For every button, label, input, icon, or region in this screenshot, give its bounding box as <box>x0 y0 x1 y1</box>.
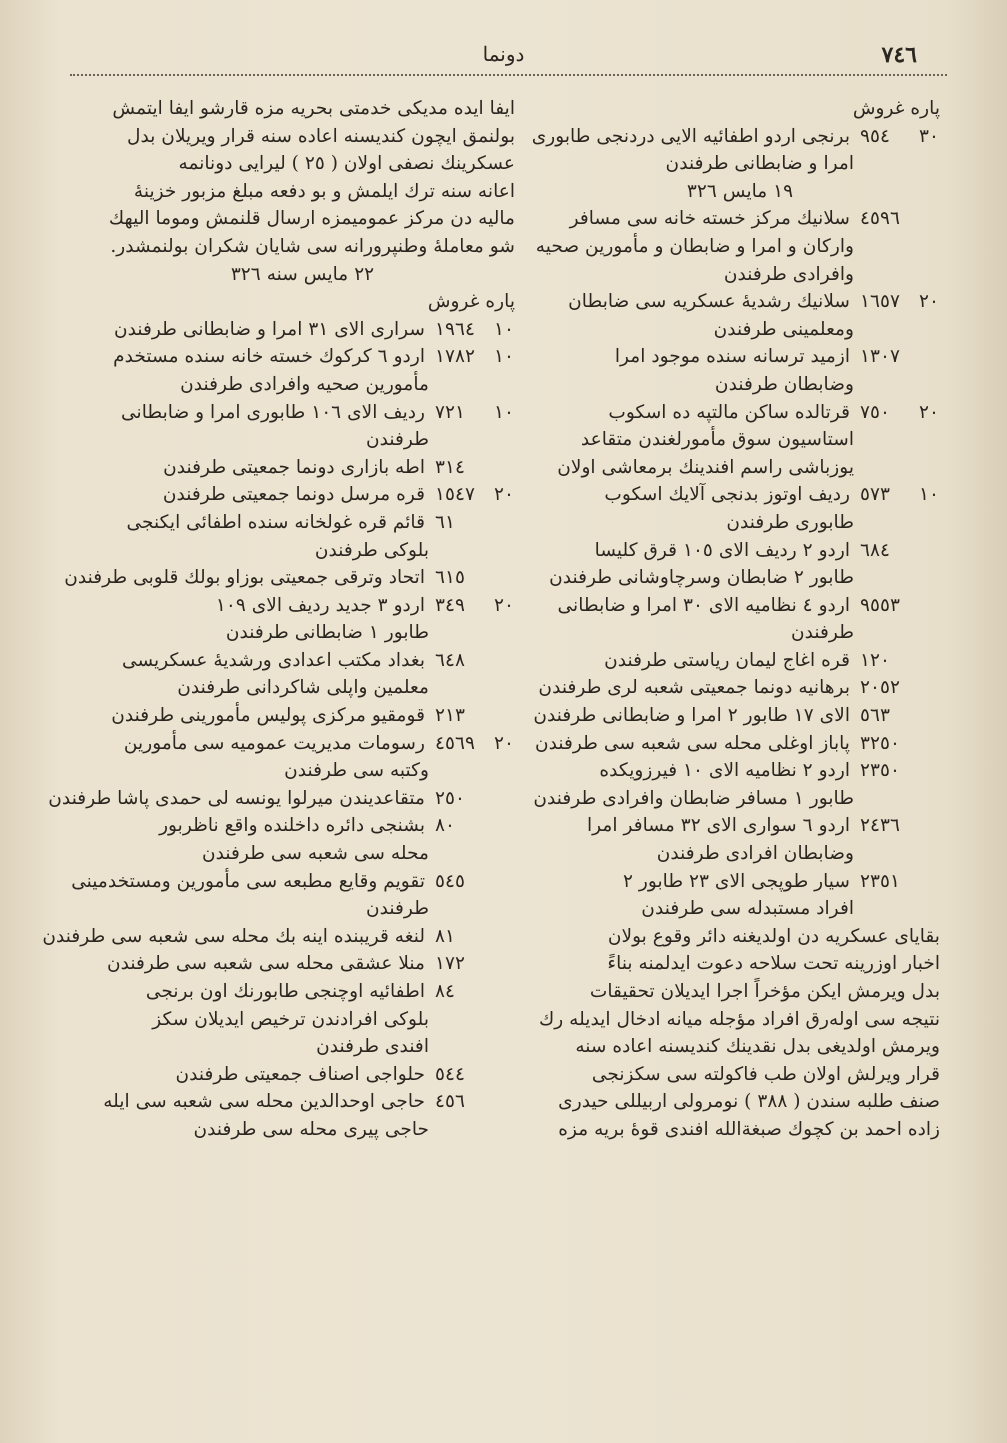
para-amount <box>493 923 515 951</box>
paragraph-line: عسکرینك نصفی اولان ( ٢٥ ) لیرایی دونانمه <box>178 153 515 175</box>
donor-text-continued: وکتبه سی طرفندن <box>284 760 429 782</box>
donor-text-continued: افراد مستبدله سی طرفندن <box>641 898 854 920</box>
kurush-amount: ٩٥٥٣ <box>860 594 900 616</box>
donor-text: سیار طوپجی الای ٢٣ طابور ٢ <box>622 870 850 892</box>
kurush-amount: ١٣٠٧ <box>860 346 900 368</box>
donor-text: قومقیو مرکزی پولیس مأمورینی طرفندن <box>111 705 425 727</box>
donor-text: ازمید ترسانه سنده موجود امرا <box>614 346 850 368</box>
donor-text-continued: محله سی شعبه سی طرفندن <box>202 843 429 865</box>
donor-text-continued: بلوکی طرفندن <box>314 539 429 561</box>
donor-text: قره مرسل دونما جمعیتی طرفندن <box>162 484 425 506</box>
donor-text: ردیف اوتوز بدنجی آلایك اسکوب <box>604 484 850 506</box>
donor-text-continued: یوزباشی راسم افندینك برمعاشی اولان <box>557 456 854 478</box>
currency-heading: پاره غروش <box>427 291 515 313</box>
paragraph-line: اخبار اوزرینه تحت سلاحه دعوت ایدلمنه بناءً <box>607 953 940 975</box>
paragraph-line: قرار ویرلش اولان طب فاکولته سی سکزنجی <box>591 1063 940 1085</box>
donation-entry <box>540 592 940 620</box>
right-column <box>531 95 940 1144</box>
donor-text-continued: وارکان و امرا و ضابطان و مأمورین صحیه <box>535 235 854 257</box>
para-amount <box>918 812 940 840</box>
para-amount <box>918 730 940 758</box>
running-title: دونما <box>482 42 525 66</box>
donor-text: سراری الای ٣١ امرا و ضابطانی طرفندن <box>113 318 425 340</box>
kurush-amount: ٩٥٤ <box>860 125 890 147</box>
page-header <box>70 40 937 70</box>
donor-text: بغداد مکتب اعدادی ورشدیهٔ عسکریسی <box>121 649 425 671</box>
para-amount <box>918 757 940 785</box>
donor-text-continued: امرا و ضابطانی طرفندن <box>665 153 854 175</box>
kurush-amount: ٢٣٥٠ <box>860 760 900 782</box>
para-amount <box>918 674 940 702</box>
currency-heading: پاره غروش <box>852 98 940 119</box>
kurush-amount: ٥٦٣ <box>860 705 890 727</box>
para-amount <box>493 950 515 978</box>
donor-text: حاجی اوحدالدین محله سی شعبه سی ایله <box>103 1091 425 1113</box>
paragraph-line: بدل ویرمش ایکن مؤخراً اجرا ایدیلان تحقیقات <box>589 981 940 1002</box>
kurush-amount: ٦٨٤ <box>860 539 890 561</box>
para-amount <box>493 647 515 675</box>
kurush-amount: ١٧٢ <box>435 953 465 975</box>
kurush-amount: ٣٢٥٠ <box>860 732 900 754</box>
donor-text-continued: طابوری طرفندن <box>726 511 854 533</box>
donation-entry <box>90 481 515 509</box>
donation-entry <box>90 647 515 675</box>
donor-text-continued: افندی طرفندن <box>316 1036 429 1058</box>
donor-text: رسومات مدیریت عمومیه سی مأمورین <box>123 732 425 754</box>
donor-text: اطه بازاری دونما جمعیتی طرفندن <box>163 456 425 478</box>
para-amount: ١٠ <box>919 484 939 506</box>
para-amount <box>918 647 940 675</box>
para-amount: ٢٠ <box>494 484 514 506</box>
para-amount <box>918 343 940 371</box>
donor-text: اتحاد وترقی جمعیتی بوزاو بولك قلوبی طرفندن <box>64 567 425 589</box>
donor-text: اردو ٣ جدید ردیف الای ١٠٩ <box>215 594 425 616</box>
paragraph-line: اعانه سنه ترك ایلمش و بو دفعه مبلغ مزبور خزینهٔ <box>133 180 515 202</box>
para-amount <box>918 592 940 620</box>
donation-entry <box>540 812 940 840</box>
donation-entry <box>90 592 515 620</box>
donor-text-continued: طابور ١ مسافر ضابطان وافرادی طرفندن <box>533 787 854 809</box>
donor-text: پاباز اوغلی محله سی شعبه سی طرفندن <box>535 732 850 754</box>
donor-text: منلا عشقی محله سی شعبه سی طرفندن <box>106 953 425 975</box>
para-amount <box>493 564 515 592</box>
donor-text: سلانیك رشدیهٔ عسکریه سی ضابطان <box>568 291 850 313</box>
donation-entry <box>90 978 515 1006</box>
kurush-amount: ٤٥٩٦ <box>860 208 900 230</box>
kurush-amount: ٢٥٠ <box>435 787 465 809</box>
donation-entry <box>540 868 940 896</box>
donor-text-continued: بلوکی افرادندن ترخیص ایدیلان سکز <box>152 1008 429 1030</box>
header-rule <box>70 74 947 80</box>
donor-text: لنغه قریبنده اینه بك محله سی شعبه سی طرفندن <box>42 925 425 947</box>
kurush-amount: ٦١٥ <box>435 567 465 589</box>
donor-text-continued: طرفندن <box>366 898 429 920</box>
kurush-amount: ٢٣٥١ <box>860 870 900 892</box>
kurush-amount: ٨٤ <box>435 981 455 1002</box>
donation-entry <box>540 288 940 316</box>
donation-entry <box>71 868 515 896</box>
paragraph-line: صنف طلبه سندن ( ٣٨٨ ) نومرولی اربیللی حیدری <box>558 1091 940 1113</box>
date-line: ١٩ مایس ٣٢٦ <box>686 180 794 202</box>
para-amount: ١٠ <box>494 401 514 423</box>
donor-text: قره اغاج لیمان ریاستی طرفندن <box>604 649 850 671</box>
donor-text: متقاعدیندن میرلوا یونسه لی حمدی پاشا طرفندن <box>48 787 425 809</box>
para-amount <box>918 205 940 233</box>
kurush-amount: ٤٥٦ <box>435 1091 465 1113</box>
para-amount: ٢٠ <box>494 732 514 754</box>
donor-text-continued: طابور ٢ ضابطان وسرچاوشانی طرفندن <box>549 567 854 589</box>
donation-entry <box>540 343 940 371</box>
kurush-amount: ٢٤٣٦ <box>860 815 900 837</box>
donation-entry <box>90 343 515 371</box>
date-line: ٢٢ مایس سنه ٣٢٦ <box>230 263 375 285</box>
paragraph-line: زاده احمد بن کچوك صبغةالله افندی قوهٔ بریه مزه <box>558 1118 940 1140</box>
kurush-amount: ١٢٠ <box>860 649 890 671</box>
donor-text-continued: مأمورین صحیه وافرادی طرفندن <box>180 373 429 395</box>
kurush-amount: ١٥٤٧ <box>435 484 475 506</box>
donor-text-continued: حاجی پیری محله سی طرفندن <box>193 1118 429 1140</box>
kurush-amount: ٦٤٨ <box>435 649 465 671</box>
donor-text-continued: استاسیون سوق مأمورلغندن متقاعد <box>580 429 854 451</box>
para-amount: ١٠ <box>494 346 514 368</box>
donation-entry <box>42 923 515 951</box>
paragraph-line: ویرمش اولدیغی بدل نقدینك کندیسنه اعاده سنه <box>575 1036 940 1058</box>
para-amount <box>493 785 515 813</box>
para-amount <box>493 702 515 730</box>
kurush-amount: ٦١ <box>435 511 455 533</box>
para-amount: ٢٠ <box>919 401 939 423</box>
donation-entry <box>540 481 940 509</box>
donor-text: اردو ٤ نظامیه الای ٣٠ امرا و ضابطانی <box>557 594 850 616</box>
para-amount <box>493 1061 515 1089</box>
donor-text-continued: طرفندن <box>366 429 429 451</box>
donor-text-continued: وضابطان افرادی طرفندن <box>656 843 854 865</box>
donor-text-continued: معلمین واپلی شاکردانی طرفندن <box>177 677 429 699</box>
paragraph-line: نتیجه سی اولەرق افراد مؤجله میانه ادخال ایدیله رك <box>538 1008 940 1030</box>
donor-text: سلانیك مرکز خسته خانه سی مسافر <box>569 208 850 230</box>
kurush-amount: ٣١٤ <box>435 456 465 478</box>
kurush-amount: ٨١ <box>435 925 455 947</box>
donor-text-continued: وافرادی طرفندن <box>723 263 854 285</box>
para-amount <box>493 509 515 537</box>
donation-entry <box>90 702 515 730</box>
donor-text: قائم قره غولخانه سنده اطفائی ایکنجی <box>126 511 425 533</box>
donation-entry <box>90 316 515 344</box>
donation-entry <box>90 730 515 758</box>
para-amount <box>493 868 515 896</box>
para-amount <box>493 454 515 482</box>
donation-entry <box>90 1088 515 1116</box>
donation-entry <box>540 674 940 702</box>
donor-text-continued: وضابطان طرفندن <box>714 373 854 395</box>
page-number: ٧٤٦ <box>881 42 917 68</box>
kurush-amount: ٥٧٣ <box>860 484 890 506</box>
donor-text-continued: ومعلمینی طرفندن <box>713 318 854 340</box>
para-amount <box>918 868 940 896</box>
para-amount: ١٠ <box>494 318 514 340</box>
donation-entry <box>533 702 940 730</box>
kurush-amount: ٢١٣ <box>435 705 465 727</box>
kurush-amount: ٥٤٤ <box>435 1063 465 1085</box>
donation-entry <box>90 509 515 537</box>
donation-entry <box>540 399 940 427</box>
paragraph-line: شو معاملهٔ وطنپرورانه سی شایان شکران بولنمشدر. <box>110 235 515 257</box>
donation-entry <box>64 564 515 592</box>
donor-text: برنجی اردو اطفائیه الایی دردنجی طابوری <box>531 125 850 147</box>
kurush-amount: ٧٥٠ <box>860 401 890 423</box>
donation-entry <box>90 454 515 482</box>
para-amount: ٣٠ <box>919 125 939 147</box>
donor-text: اردو ٦ سواری الای ٣٢ مسافر امرا <box>587 815 850 837</box>
para-amount: ٢٠ <box>494 594 514 616</box>
kurush-amount: ٨٠ <box>435 815 455 837</box>
kurush-amount: ١٧٨٢ <box>435 346 475 368</box>
paragraph-line: بقایای عسکریه دن اولدیغنه دائر وقوع بولان <box>607 925 940 947</box>
donation-entry <box>531 123 940 151</box>
donation-entry <box>540 205 940 233</box>
donation-entry <box>535 730 940 758</box>
paragraph-line: مالیه دن مرکز عمومیمزه ارسال قلنمش وموما الیهك <box>108 208 515 230</box>
donor-text: اردو ٢ نظامیه الای ١٠ فیرزویکده <box>599 760 850 782</box>
paragraph-line: ایفا ایده مدیکی خدمتی بحریه مزه قارشو ایفا ایتمش <box>112 98 515 119</box>
donation-entry <box>90 1061 515 1089</box>
kurush-amount: ٢٠٥٢ <box>860 677 900 699</box>
kurush-amount: ١٩٦٤ <box>435 318 475 340</box>
kurush-amount: ٣٤٩ <box>435 594 465 616</box>
para-amount <box>493 978 515 1006</box>
donor-text: بشنجی دائره داخلنده واقع ناظربور <box>159 815 425 837</box>
donor-text: حلواجی اصناف جمعیتی طرفندن <box>175 1063 425 1085</box>
kurush-amount: ٧٢١ <box>435 401 465 423</box>
para-amount <box>918 702 940 730</box>
donation-entry <box>540 537 940 565</box>
kurush-amount: ٤٥٦٩ <box>435 732 475 754</box>
donor-text: اردو ٦ کرکوك خسته خانه سنده مستخدم <box>113 346 425 368</box>
donation-entry <box>540 757 940 785</box>
donation-entry <box>540 647 940 675</box>
donor-text: ردیف الای ١٠٦ طابوری امرا و ضابطانی <box>121 401 425 423</box>
donor-text: اطفائیه اوچنجی طابورنك اون برنجی <box>145 981 425 1002</box>
donor-text: الای ١٧ طابور ٢ امرا و ضابطانی طرفندن <box>533 705 850 727</box>
donation-entry <box>90 812 515 840</box>
donation-entry <box>48 785 515 813</box>
donation-entry <box>90 950 515 978</box>
kurush-amount: ١٦٥٧ <box>860 291 900 313</box>
para-amount <box>493 812 515 840</box>
para-amount: ٢٠ <box>919 291 939 313</box>
donor-text: برهانیه دونما جمعیتی شعبه لری طرفندن <box>538 677 850 699</box>
paragraph-line: بولنمق ایچون کندیسنه اعاده سنه قرار ویریلان بدل <box>126 125 515 147</box>
donor-text-continued: طرفندن <box>791 622 854 644</box>
donor-text: اردو ٢ ردیف الای ١٠٥ قرق کلیسا <box>594 539 850 561</box>
donor-text: قرتالده ساکن مالتپه ده اسکوب <box>608 401 850 423</box>
donor-text-continued: طابور ١ ضابطانی طرفندن <box>225 622 429 644</box>
kurush-amount: ٥٤٥ <box>435 870 465 892</box>
para-amount <box>918 537 940 565</box>
donation-entry <box>90 399 515 427</box>
para-amount <box>493 1088 515 1116</box>
left-column <box>42 95 515 1144</box>
donor-text: تقویم وقایع مطبعه سی مأمورین ومستخدمینی <box>71 870 425 892</box>
